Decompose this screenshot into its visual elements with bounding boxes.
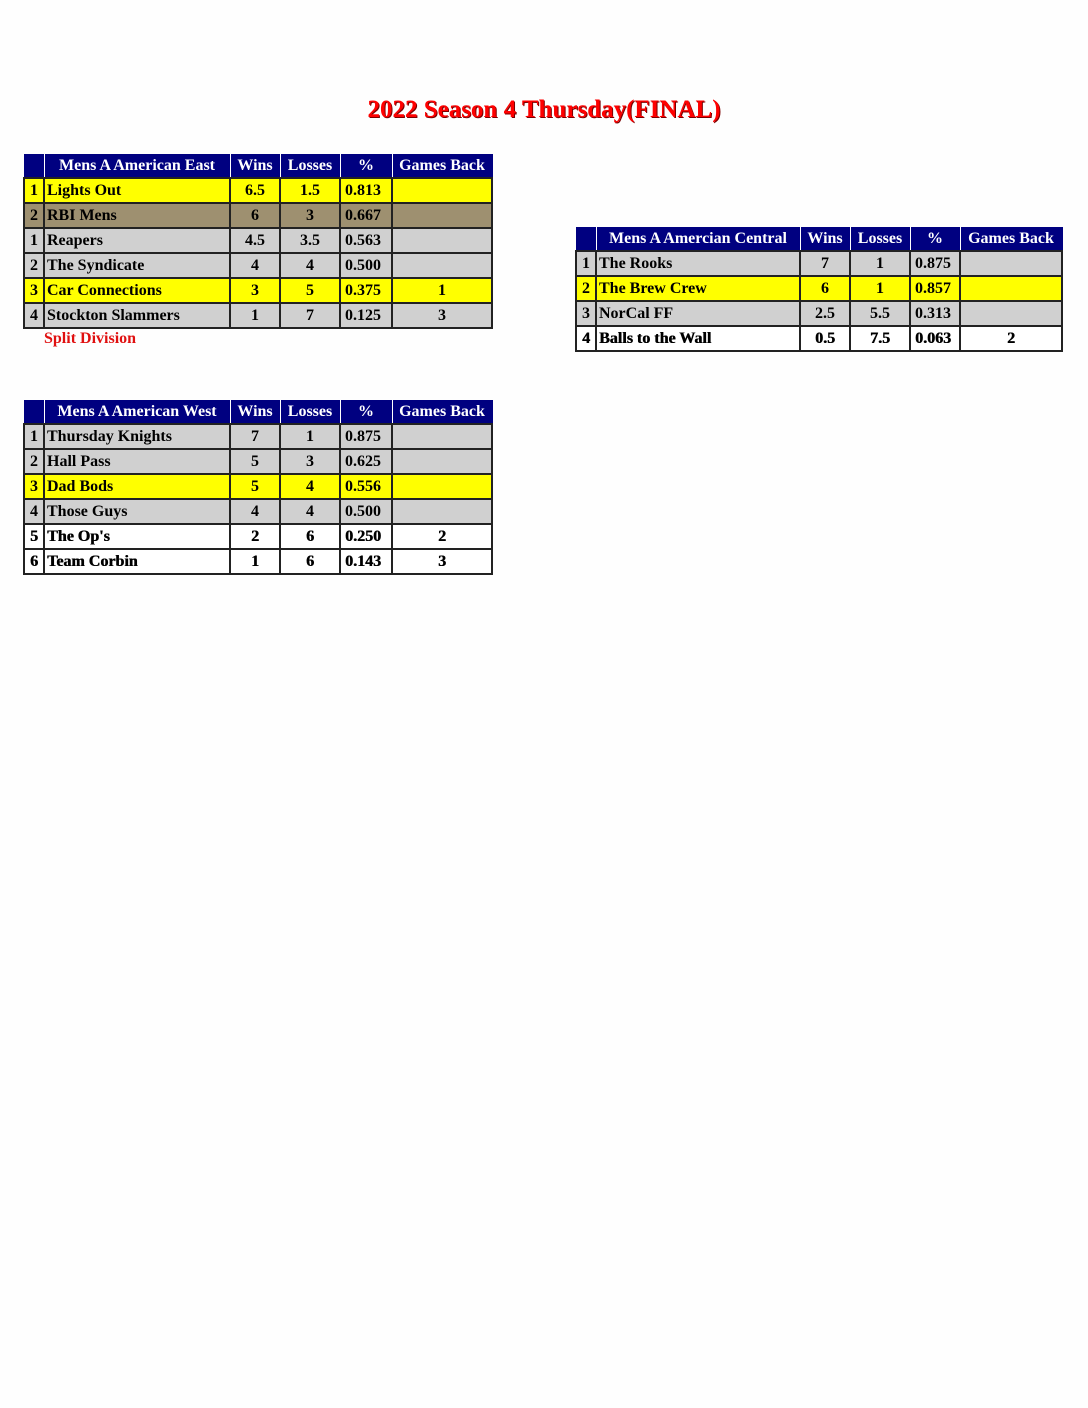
losses-cell: 7 [280,303,340,328]
team-name-cell: RBI Mens [44,203,230,228]
header-losses: Losses [280,155,340,179]
east-header-row [24,155,492,179]
games-back-cell [392,203,492,228]
pct-cell: 0.250 [340,524,392,549]
wins-cell: 7 [230,424,280,449]
central-header-row [576,228,1062,252]
header-pct: % [340,401,392,425]
standings-row [24,549,492,574]
team-name-cell: Balls to the Wall [596,326,800,351]
rank-cell: 1 [576,251,596,276]
standings-row [24,474,492,499]
standings-row [24,228,492,253]
standings-row [24,499,492,524]
standings-row [24,278,492,303]
central-standings-table [575,227,1063,352]
rank-cell: 6 [24,549,44,574]
losses-cell: 3 [280,203,340,228]
games-back-cell [392,253,492,278]
team-name-cell: Car Connections [44,278,230,303]
losses-cell: 5 [280,278,340,303]
wins-cell: 7 [800,251,850,276]
losses-cell: 4 [280,253,340,278]
losses-cell: 1 [850,276,910,301]
header-division: Mens A American East [44,155,230,179]
pct-cell: 0.563 [340,228,392,253]
pct-cell: 0.875 [910,251,960,276]
games-back-cell [960,301,1062,326]
pct-cell: 0.857 [910,276,960,301]
pct-cell: 0.667 [340,203,392,228]
games-back-cell [960,276,1062,301]
header-games-back: Games Back [960,228,1062,252]
games-back-cell: 2 [960,326,1062,351]
header-wins: Wins [230,401,280,425]
wins-cell: 5 [230,474,280,499]
west-standings-table [23,400,493,575]
team-name-cell: The Rooks [596,251,800,276]
west-header-row [24,401,492,425]
rank-cell: 3 [24,474,44,499]
rank-cell: 3 [576,301,596,326]
games-back-cell [392,499,492,524]
wins-cell: 1 [230,549,280,574]
wins-cell: 0.5 [800,326,850,351]
rank-cell: 2 [24,203,44,228]
losses-cell: 1 [280,424,340,449]
standings-row [24,203,492,228]
rank-cell: 1 [24,228,44,253]
east-standings-table [23,154,493,329]
games-back-cell [392,474,492,499]
pct-cell: 0.556 [340,474,392,499]
games-back-cell: 3 [392,303,492,328]
standings-row [24,424,492,449]
games-back-cell [960,251,1062,276]
wins-cell: 4 [230,499,280,524]
rank-cell: 4 [576,326,596,351]
standings-row [576,301,1062,326]
standings-row [24,449,492,474]
team-name-cell: Hall Pass [44,449,230,474]
standings-row [24,524,492,549]
standings-row [576,326,1062,351]
wins-cell: 6 [230,203,280,228]
losses-cell: 7.5 [850,326,910,351]
team-name-cell: Thursday Knights [44,424,230,449]
rank-cell: 2 [24,253,44,278]
pct-cell: 0.813 [340,178,392,203]
header-wins: Wins [230,155,280,179]
pct-cell: 0.500 [340,499,392,524]
team-name-cell: NorCal FF [596,301,800,326]
standings-row [576,276,1062,301]
pct-cell: 0.063 [910,326,960,351]
wins-cell: 4 [230,253,280,278]
losses-cell: 3 [280,449,340,474]
wins-cell: 2 [230,524,280,549]
pct-cell: 0.875 [340,424,392,449]
header-division: Mens A American West [44,401,230,425]
losses-cell: 4 [280,474,340,499]
team-name-cell: Reapers [44,228,230,253]
pct-cell: 0.500 [340,253,392,278]
team-name-cell: Lights Out [44,178,230,203]
wins-cell: 5 [230,449,280,474]
header-games-back: Games Back [392,401,492,425]
standings-row [24,178,492,203]
rank-cell: 5 [24,524,44,549]
header-rank-blank [24,155,44,179]
standings-row [24,303,492,328]
team-name-cell: Stockton Slammers [44,303,230,328]
team-name-cell: Team Corbin [44,549,230,574]
team-name-cell: Those Guys [44,499,230,524]
page-title: 2022 Season 4 Thursday(FINAL) [367,96,721,123]
pct-cell: 0.375 [340,278,392,303]
standings-row [24,253,492,278]
wins-cell: 4.5 [230,228,280,253]
losses-cell: 1.5 [280,178,340,203]
header-losses: Losses [280,401,340,425]
header-wins: Wins [800,228,850,252]
team-name-cell: The Syndicate [44,253,230,278]
header-pct: % [340,155,392,179]
team-name-cell: The Op's [44,524,230,549]
games-back-cell: 2 [392,524,492,549]
team-name-cell: Dad Bods [44,474,230,499]
pct-cell: 0.625 [340,449,392,474]
pct-cell: 0.125 [340,303,392,328]
header-losses: Losses [850,228,910,252]
wins-cell: 3 [230,278,280,303]
games-back-cell [392,424,492,449]
standings-row [576,251,1062,276]
losses-cell: 3.5 [280,228,340,253]
losses-cell: 5.5 [850,301,910,326]
header-rank-blank [576,228,596,252]
losses-cell: 1 [850,251,910,276]
games-back-cell [392,449,492,474]
losses-cell: 4 [280,499,340,524]
rank-cell: 4 [24,303,44,328]
team-name-cell: The Brew Crew [596,276,800,301]
rank-cell: 1 [24,178,44,203]
header-rank-blank [24,401,44,425]
wins-cell: 1 [230,303,280,328]
games-back-cell [392,228,492,253]
rank-cell: 1 [24,424,44,449]
games-back-cell: 3 [392,549,492,574]
losses-cell: 6 [280,549,340,574]
split-division-note: Split Division [44,330,137,347]
rank-cell: 2 [24,449,44,474]
header-pct: % [910,228,960,252]
rank-cell: 3 [24,278,44,303]
rank-cell: 2 [576,276,596,301]
wins-cell: 6.5 [230,178,280,203]
losses-cell: 6 [280,524,340,549]
header-division: Mens A Amercian Central [596,228,800,252]
pct-cell: 0.313 [910,301,960,326]
rank-cell: 4 [24,499,44,524]
wins-cell: 6 [800,276,850,301]
games-back-cell: 1 [392,278,492,303]
games-back-cell [392,178,492,203]
wins-cell: 2.5 [800,301,850,326]
header-games-back: Games Back [392,155,492,179]
pct-cell: 0.143 [340,549,392,574]
